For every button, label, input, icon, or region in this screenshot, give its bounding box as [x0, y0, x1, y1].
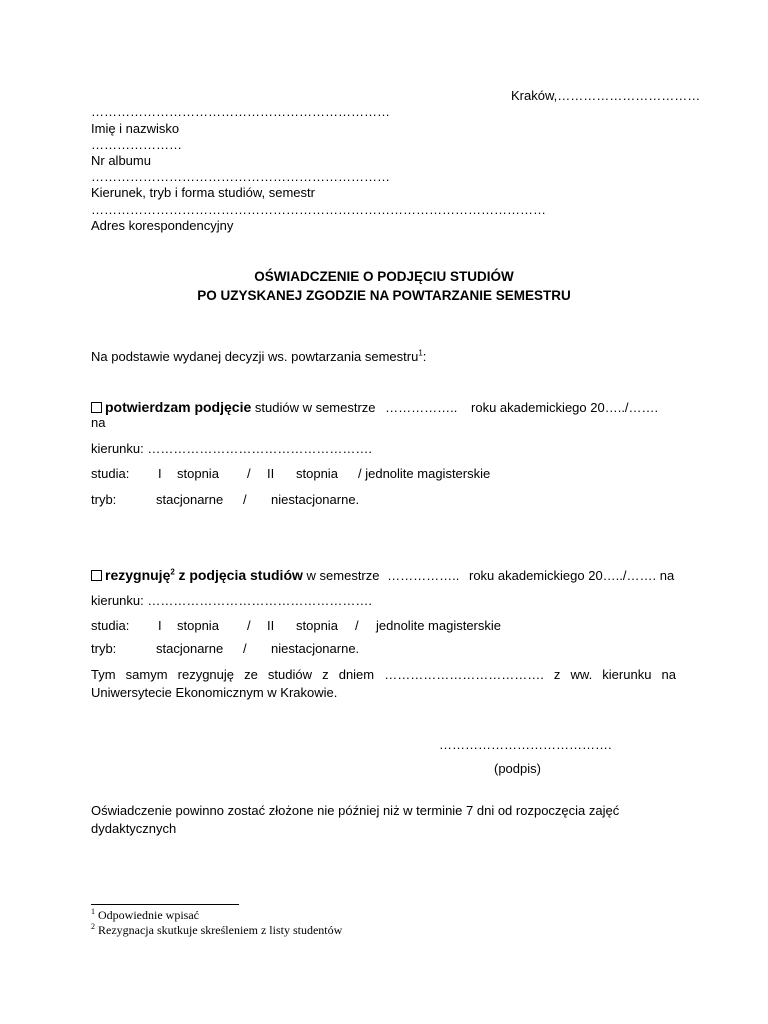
option2-semester-dots[interactable]: …………….. — [387, 568, 460, 583]
confirm-checkbox[interactable] — [91, 402, 102, 413]
footnote-1-num: 1 — [91, 907, 95, 916]
option1-mode1[interactable]: stacjonarne — [156, 492, 224, 507]
option2-mode2[interactable]: niestacjonarne. — [271, 641, 360, 656]
option2-mode1[interactable]: stacjonarne — [156, 641, 224, 656]
resign-checkbox[interactable] — [91, 570, 102, 581]
option2-studia-line — [91, 618, 676, 634]
option2-tryb-line — [91, 641, 676, 657]
footnote-ref-1: 1 — [418, 348, 423, 358]
album-label: Nr albumu — [91, 153, 151, 168]
footnote-2 — [91, 923, 342, 937]
resign-statement: Tym samym rezygnuję ze studiów z dniem ………………………………. z ww. kierunku na Uniwersytecie Ekonomicznym w Krakowie. — [91, 667, 676, 700]
option2-line — [91, 567, 676, 584]
option2-tryb-label: tryb: — [91, 641, 117, 656]
name-label: Imię i nazwisko — [91, 121, 180, 136]
option2-level3[interactable]: jednolite magisterskie — [376, 618, 502, 633]
option2-level1[interactable]: I — [158, 618, 162, 633]
signature-line[interactable]: …………………………………. — [439, 737, 612, 752]
option1-slash2: / — [243, 492, 247, 507]
option1-na: na — [91, 415, 106, 430]
option1-kierunek[interactable]: kierunku: ……………………………………………. — [91, 441, 372, 456]
option1-text-b[interactable]: roku akademickiego 20…../……. — [471, 400, 659, 415]
option1-level3[interactable]: / jednolite magisterskie — [358, 466, 491, 481]
option2-text-a: w semestrze — [306, 568, 380, 583]
option1-bold: potwierdzam podjęcie — [105, 399, 252, 415]
option2-level-word1: stopnia — [177, 618, 219, 633]
option1-tryb-line — [91, 492, 676, 508]
option2-studia-label: studia: — [91, 618, 130, 633]
footnote-1-text: Odpowiednie wpisać — [98, 908, 199, 922]
city-date-field[interactable]: Kraków,…………………………… — [511, 88, 701, 103]
footnote-1 — [91, 908, 199, 922]
option1-studia-label: studia: — [91, 466, 130, 481]
intro-text — [91, 349, 676, 365]
footnote-2-num: 2 — [91, 922, 95, 931]
option1-level1[interactable]: I — [158, 466, 162, 481]
deadline-note: Oświadczenie powinno zostać złożone nie później niż w terminie 7 dni od rozpoczęcia zajęć dydaktycznych — [91, 803, 620, 836]
option1-level-word2: stopnia — [296, 466, 338, 481]
option2-bold-b: z podjęcia studiów — [178, 567, 303, 583]
name-dots[interactable]: …………………………………………………………… — [91, 104, 390, 119]
option1-line — [91, 399, 676, 416]
address-label: Adres korespondencyjny — [91, 218, 234, 233]
option2-kierunek[interactable]: kierunku: ……………………………………………. — [91, 593, 372, 608]
option1-level2[interactable]: II — [267, 466, 275, 481]
address-dots[interactable]: …………………………………………………………………………………………… — [91, 202, 546, 217]
intro-main: Na podstawie wydanej decyzji ws. powtarzania semestru — [91, 349, 419, 364]
document-title-line2: PO UZYSKANEJ ZGODZIE NA POWTARZANIE SEMESTRU — [197, 288, 571, 303]
signature-label: (podpis) — [494, 761, 541, 776]
footnote-ref-2: 2 — [170, 567, 175, 577]
album-dots[interactable]: ………………… — [91, 137, 182, 152]
footnote-2-text: Rezygnacja skutkuje skreśleniem z listy studentów — [98, 923, 343, 937]
document-title-line1: OŚWIADCZENIE O PODJĘCIU STUDIÓW — [254, 269, 514, 284]
field-dots[interactable]: …………………………………………………………… — [91, 169, 390, 184]
option2-slash1: / — [247, 618, 251, 633]
option2-slash2: / — [355, 618, 359, 633]
option1-mode2[interactable]: niestacjonarne. — [271, 492, 360, 507]
option1-tryb-label: tryb: — [91, 492, 117, 507]
footnote-separator — [91, 904, 239, 905]
option2-slash3: / — [243, 641, 247, 656]
option1-studia-line — [91, 466, 676, 482]
option2-level-word2: stopnia — [296, 618, 338, 633]
intro-end: : — [422, 349, 427, 364]
option1-level-word1: stopnia — [177, 466, 219, 481]
option1-semester-dots[interactable]: …………….. — [385, 400, 458, 415]
option2-bold-a: rezygnuję — [105, 567, 171, 583]
option2-level2[interactable]: II — [267, 618, 275, 633]
option1-text-a: studiów w semestrze — [254, 400, 376, 415]
option1-slash1: / — [247, 466, 251, 481]
option2-text-b[interactable]: roku akademickiego 20…../……. na — [468, 568, 675, 583]
field-label: Kierunek, tryb i forma studiów, semestr — [91, 185, 315, 200]
